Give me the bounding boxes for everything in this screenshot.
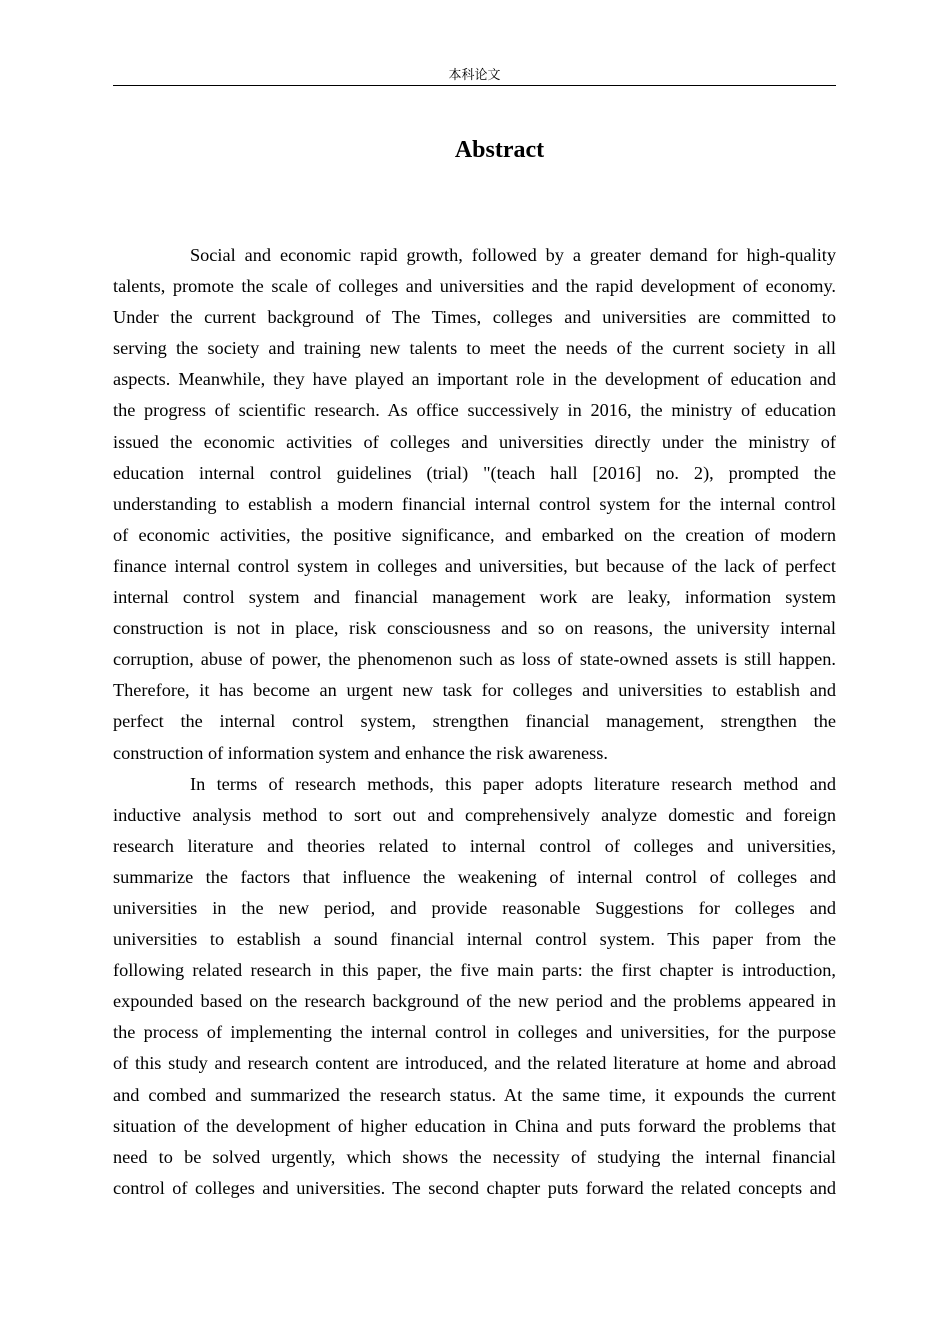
page-title: Abstract [454,137,545,163]
text-line: summarize the factors that influence the weakening of internal control of colleges and [113,866,836,887]
text-line: talents, promote the scale of colleges and universities and the rapid development of economy. [113,276,836,297]
paragraph [113,769,836,1204]
text-line: issued the economic activities of colleges and universities directly under the ministry of [113,431,836,452]
text-line: control of colleges and universities. The second chapter puts forward the related concepts and [113,1177,836,1198]
paragraph [113,240,836,769]
text-line: aspects. Meanwhile, they have played an important role in the development of education and [113,369,836,390]
header-rule [113,85,836,86]
text-line: finance internal control system in colleges and universities, but because of the lack of perfect [113,555,836,576]
abstract-body [113,240,836,1204]
text-line: Social and economic rapid growth, followed by a greater demand for high-quality [190,245,836,265]
text-line: perfect the internal control system, strengthen financial management, strengthen the [113,711,836,732]
text-line: following related research in this paper, the five main parts: the first chapter is introduction, [113,960,836,981]
text-line: Under the current background of The Times, colleges and universities are committed to [113,307,836,328]
text-line: internal control system and financial management work are leaky, information system [113,587,836,608]
text-line: universities to establish a sound financial internal control system. This paper from the [113,929,836,950]
text-line: situation of the development of higher education in China and puts forward the problems that [113,1115,836,1136]
text-line: understanding to establish a modern financial internal control system for the internal control [113,493,836,514]
text-line: expounded based on the research background of the new period and the problems appeared in [113,991,836,1012]
text-line: corruption, abuse of power, the phenomenon such as loss of state-owned assets is still happen. [113,649,836,670]
text-line: research literature and theories related to internal control of colleges and universities, [113,835,836,856]
text-line: the process of implementing the internal control in colleges and universities, for the purpose [113,1022,836,1043]
text-line: the progress of scientific research. As office successively in 2016, the ministry of education [113,400,836,421]
text-line: Therefore, it has become an urgent new task for colleges and universities to establish and [113,680,836,701]
text-line: serving the society and training new talents to meet the needs of the current society in all [113,338,836,359]
page-header: 本科论文 [448,67,501,82]
text-line: of economic activities, the positive significance, and embarked on the creation of modern [113,524,836,545]
text-line: construction of information system and enhance the risk awareness. [113,742,608,763]
text-line: In terms of research methods, this paper adopts literature research method and [190,773,836,794]
text-line: of this study and research content are introduced, and the related literature at home and abroad [113,1053,836,1074]
text-line: and combed and summarized the research status. At the same time, it expounds the current [113,1084,836,1105]
text-line: education internal control guidelines (trial) "(teach hall [2016] no. 2), prompted the [113,462,836,483]
text-line: universities in the new period, and provide reasonable Suggestions for colleges and [113,897,836,918]
text-line: construction is not in place, risk consciousness and so on reasons, the university internal [113,618,836,639]
text-line: inductive analysis method to sort out and comprehensively analyze domestic and foreign [113,804,836,825]
text-line: need to be solved urgently, which shows the necessity of studying the internal financial [113,1146,836,1167]
